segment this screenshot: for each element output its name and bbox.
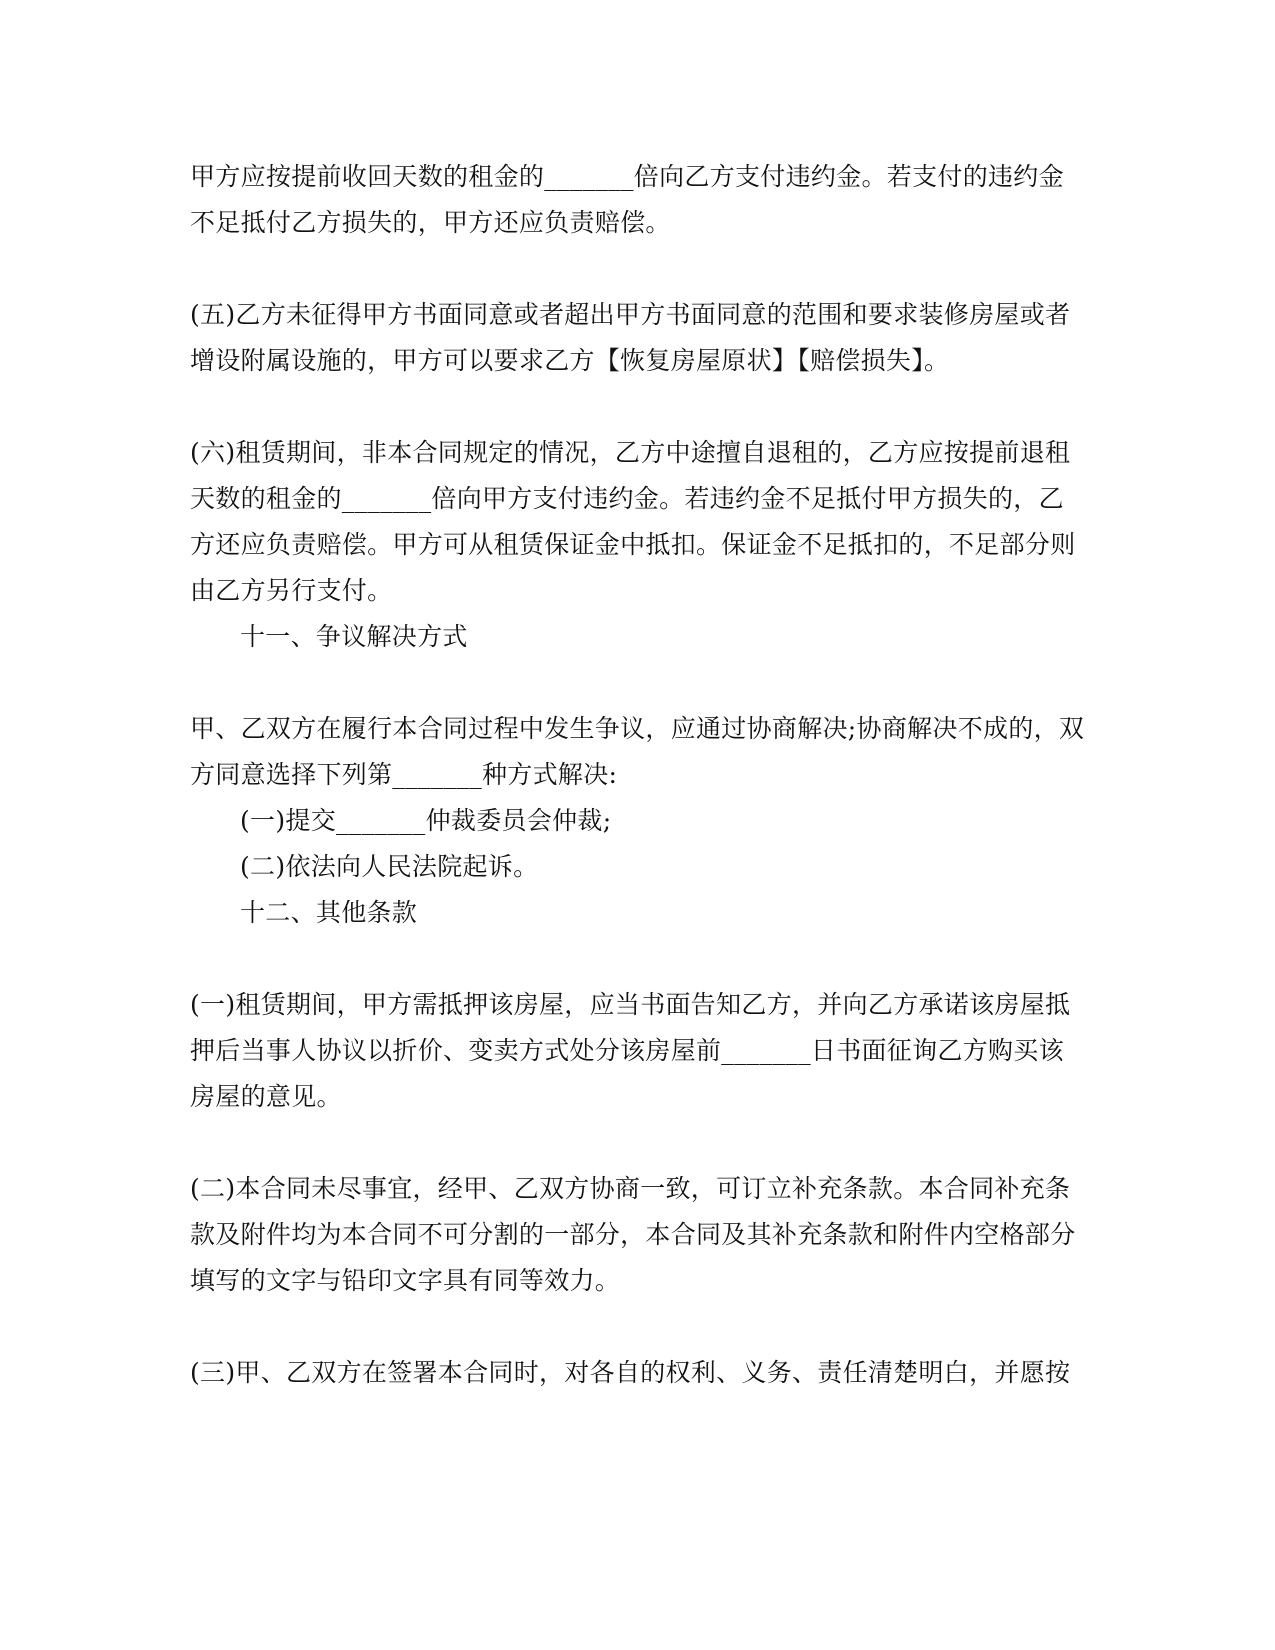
text-line: 天数的租金的_______倍向甲方支付违约金。若违约金不足抵付甲方损失的，乙: [190, 484, 1064, 513]
text-line: 甲方应按提前收回天数的租金的_______倍向乙方支付违约金。若支付的违约金: [190, 162, 1064, 191]
text-line: 甲、乙双方在履行本合同过程中发生争议，应通过协商解决;协商解决不成的，双: [190, 714, 1085, 743]
text-line: 由乙方另行支付。: [190, 576, 393, 605]
text-line: (二)本合同未尽事宜，经甲、乙双方协商一致，可订立补充条款。本合同补充条: [190, 1174, 1071, 1203]
text-line: 款及附件均为本合同不可分割的一部分，本合同及其补充条款和附件内空格部分: [190, 1220, 1076, 1249]
text-line: 方还应负责赔偿。甲方可从租赁保证金中抵扣。保证金不足抵扣的，不足部分则: [190, 530, 1076, 559]
text-line: (六)租赁期间，非本合同规定的情况，乙方中途擅自退租的，乙方应按提前退租: [190, 438, 1071, 467]
section-heading: 十一、争议解决方式: [240, 622, 468, 651]
text-line: (一)租赁期间，甲方需抵押该房屋，应当书面告知乙方，并向乙方承诺该房屋抵: [190, 990, 1071, 1019]
text-line: (三)甲、乙双方在签署本合同时，对各自的权利、义务、责任清楚明白，并愿按: [190, 1358, 1071, 1387]
text-line: (五)乙方未征得甲方书面同意或者超出甲方书面同意的范围和要求装修房屋或者: [190, 300, 1071, 329]
text-line: 房屋的意见。: [190, 1082, 342, 1111]
text-line: (一)提交_______仲裁委员会仲裁;: [240, 806, 612, 835]
text-line: 押后当事人协议以折价、变卖方式处分该房屋前_______日书面征询乙方购买该: [190, 1036, 1064, 1065]
text-line: 填写的文字与铅印文字具有同等效力。: [190, 1266, 621, 1295]
text-line: 方同意选择下列第_______种方式解决:: [190, 760, 618, 789]
text-line: 增设附属设施的，甲方可以要求乙方【恢复房屋原状】【赔偿损失】。: [190, 346, 950, 375]
text-line: (二)依法向人民法院起诉。: [240, 852, 539, 881]
text-line: 不足抵付乙方损失的，甲方还应负责赔偿。: [190, 208, 671, 237]
section-heading: 十二、其他条款: [240, 898, 418, 927]
